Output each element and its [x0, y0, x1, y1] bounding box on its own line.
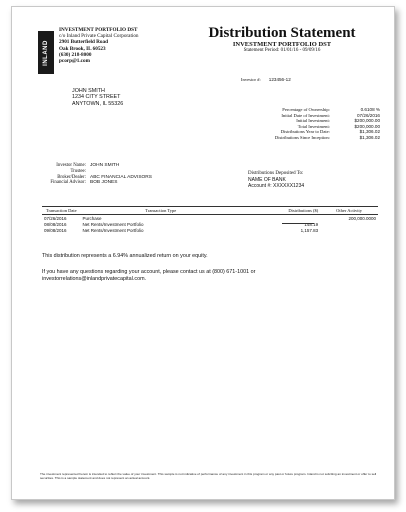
- summary-label: Total Investment:: [297, 123, 330, 129]
- statement-title: Distribution Statement: [208, 25, 356, 41]
- account-summary: [228, 107, 380, 141]
- sender-line: pcorp@1.com: [59, 58, 90, 65]
- address-line: 1234 CITY STREET: [72, 94, 121, 101]
- address-line: ANYTOWN, IL 55326: [72, 100, 124, 107]
- summary-label: Initial Date of Investment:: [281, 112, 330, 118]
- cell-type: Net Rents/Investment Portfolio: [82, 227, 144, 233]
- sender-line: Oak Brook, IL 60523: [59, 45, 106, 52]
- summary-label: Distributions Year to Date:: [280, 129, 330, 135]
- investor-info-label: Trustee:: [70, 168, 86, 174]
- sender-line: (630) 218-8000: [59, 51, 92, 58]
- investor-info-label: Broker/Dealer:: [57, 174, 86, 180]
- cell-date: 08/08/2016: [44, 221, 67, 227]
- cell-distribution: 1,157.83: [300, 227, 319, 233]
- sender-line: INVESTMENT PORTFOLIO DST: [59, 27, 138, 33]
- summary-value: 0.6108 %: [360, 107, 380, 112]
- cell-other: [320, 227, 378, 233]
- statement-header: [188, 25, 376, 54]
- disclaimer: The investment represented herein is intended to reflect the value of your investment. This sample is not indicative of performance of any investment in this program or any past or future program. Inland is not soliciting an investment or offer to sell securities. This is a sample statement and does not represent an actual account.: [40, 472, 377, 480]
- summary-value: $200,000.00: [354, 123, 380, 129]
- summary-value: $200,000.00: [354, 118, 380, 124]
- contact-note: If you have any questions regarding your account, please contact us at (800) 671-1001 or investorrelations@inlandprivatecapital.com.: [42, 269, 256, 282]
- summary-label: Distributions Since Inception:: [274, 134, 330, 140]
- mailing-address: [72, 88, 123, 107]
- header-distributions: Distributions ($): [241, 207, 320, 215]
- deposit-bank: NAME OF BANK: [248, 177, 286, 183]
- sender-line: c/o Inland Private Capital Corporation: [59, 33, 139, 40]
- header-date: Transaction Date: [42, 207, 81, 215]
- summary-value: $1,306.02: [359, 129, 380, 135]
- summary-value: 07/26/2016: [357, 112, 380, 118]
- transaction-table: [42, 206, 378, 233]
- summary-label: Initial Investment:: [296, 118, 330, 124]
- logo-text: INLAND: [43, 39, 50, 66]
- statement-period: Statement Period: 01/01/16 - 09/09/16: [243, 48, 321, 53]
- deposit-info: [248, 171, 304, 189]
- investor-number-value: 123456-12: [268, 77, 291, 82]
- cell-type: Net Rents/Investment Portfolio: [82, 221, 144, 227]
- cell-date: 07/26/2016: [44, 215, 67, 221]
- investor-info-row: [42, 180, 172, 186]
- table-row: [42, 227, 378, 233]
- deposit-account: Account #: XXXXXX1234: [248, 183, 305, 189]
- subtotal-rule-line: [282, 223, 314, 224]
- investor-info-label: Investor Name:: [56, 163, 86, 168]
- summary-row: [228, 135, 380, 141]
- cell-distribution: 148.19: [304, 221, 319, 227]
- cell-type: Purchase: [82, 215, 102, 221]
- investor-info-value: BOB JONES: [90, 180, 118, 186]
- cell-other: 200,000.0000: [348, 215, 376, 221]
- investor-info-label: Financial Advisor:: [50, 180, 86, 186]
- statement-page: [11, 6, 395, 500]
- header-type: Transaction Type: [81, 207, 242, 215]
- sender-line: 2901 Butterfield Road: [59, 39, 108, 46]
- table-header-row: [42, 207, 378, 215]
- deposit-heading: Distributions Deposited To:: [248, 171, 304, 176]
- header-other-activity: Other Activity: [320, 207, 378, 215]
- statement-subtitle: INVESTMENT PORTFOLIO DST: [232, 41, 332, 48]
- investor-number: [241, 77, 291, 82]
- investor-info-value: JOHN SMITH: [90, 163, 120, 168]
- investor-info-value: ABC FINANCIAL ADVISORS: [90, 174, 152, 180]
- summary-value: $1,306.02: [359, 134, 380, 140]
- investor-number-label: Investor #:: [241, 77, 261, 82]
- return-note: This distribution represents a 6.94% annualized return on your equity.: [42, 253, 208, 259]
- inland-logo: [38, 31, 54, 74]
- investor-info: [42, 163, 172, 186]
- address-line: JOHN SMITH: [72, 88, 105, 94]
- sender-address: [59, 27, 139, 64]
- cell-date: 09/08/2016: [44, 227, 67, 233]
- summary-label: Percentage of Ownership:: [282, 107, 330, 112]
